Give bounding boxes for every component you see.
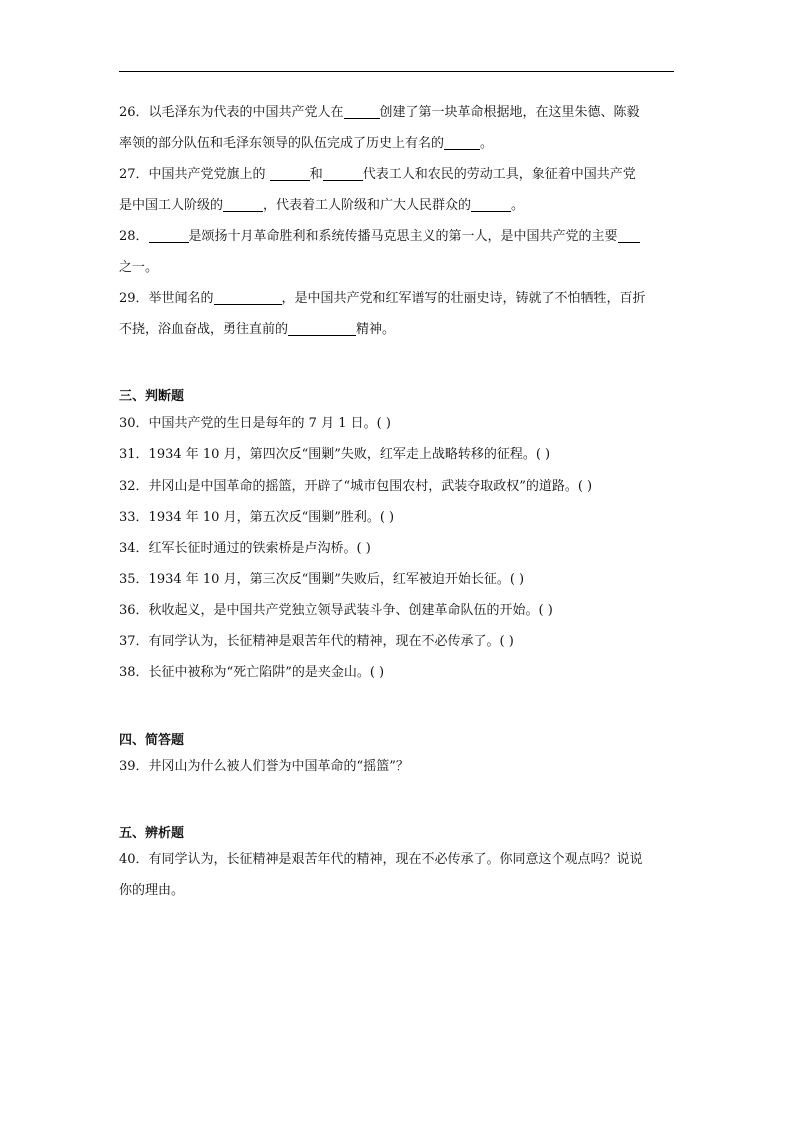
question-29-line-1: [119, 283, 679, 314]
question-text: 不挠，浴血奋战，勇往直前的: [119, 322, 289, 337]
question-text: 和: [309, 167, 323, 182]
question-text: 创建了第一块革命根据地，在这里朱德、陈毅: [379, 105, 640, 120]
question-26-line-2: [119, 128, 679, 159]
question-text: 26．以毛泽东为代表的中国共产党人在: [119, 105, 344, 120]
judge-item-37: 37．有同学认为，长征精神是艰苦年代的精神，现在不必传承了。( ): [119, 634, 514, 649]
question-40-line-2: 你的理由。: [119, 883, 185, 898]
answer-blank[interactable]: [288, 321, 356, 336]
section-short-heading: 四、简答题: [119, 733, 185, 748]
question-28-line-2: [119, 252, 679, 283]
question-text: ，代表着工人阶级和广大人民群众的: [263, 198, 472, 213]
question-text: 是颂扬十月革命胜利和系统传播马克思主义的第一人，是中国共产党的主要: [188, 229, 618, 244]
question-text: ，是中国共产党和红军谱写的壮丽史诗，铸就了不怕牺牲，百折: [281, 291, 646, 306]
question-text: 28．: [119, 229, 149, 244]
judge-item-36: 36．秋收起义，是中国共产党独立领导武装斗争、创建革命队伍的开始。( ): [119, 603, 553, 618]
answer-blank[interactable]: [214, 290, 282, 305]
answer-blank[interactable]: [223, 197, 263, 212]
question-text: 。: [480, 136, 494, 151]
question-text: 29．举世闻名的: [119, 291, 214, 306]
answer-blank[interactable]: [323, 166, 363, 181]
judge-item-34: 34．红军长征时通过的铁索桥是卢沟桥。( ): [119, 541, 371, 556]
judge-item-32: 32．井冈山是中国革命的摇篮，开辟了“城市包围农村，武装夺取政权”的道路。( ): [119, 479, 593, 494]
answer-blank[interactable]: [149, 228, 189, 243]
question-29-line-2: [119, 314, 679, 345]
judge-item-33: 33．1934 年 10 月，第五次反“围剿”胜利。( ): [119, 510, 395, 525]
question-text: 代表工人和农民的劳动工具，象征着中国共产党: [362, 167, 636, 182]
question-40-line-1: 40．有同学认为，长征精神是艰苦年代的精神，现在不必传承了。你同意这个观点吗？说说: [119, 852, 643, 867]
answer-blank[interactable]: [618, 228, 640, 243]
question-28-line-1: [119, 221, 679, 252]
answer-blank[interactable]: [471, 197, 511, 212]
question-text: 率领的部分队伍和毛泽东领导的队伍完成了历史上有名的: [119, 136, 445, 151]
question-text: 。: [511, 198, 525, 213]
question-text: 是中国工人阶级的: [119, 198, 224, 213]
question-39: 39．井冈山为什么被人们誉为中国革命的“摇篮”？: [119, 759, 409, 774]
judge-item-38: 38．长征中被称为“死亡陷阱”的是夹金山。( ): [119, 665, 385, 680]
question-27-line-1: [119, 159, 679, 190]
answer-blank[interactable]: [270, 166, 310, 181]
question-text: 精神。: [356, 322, 396, 337]
section-analysis-heading: 五、辨析题: [119, 826, 185, 841]
answer-blank[interactable]: [444, 135, 480, 150]
judge-item-31: 31．1934 年 10 月，第四次反“围剿”失败，红军走上战略转移的征程。( ): [119, 447, 551, 462]
header-rule: [119, 71, 674, 72]
judge-item-30: 30．中国共产党的生日是每年的 7 月 1 日。( ): [119, 416, 391, 431]
answer-blank[interactable]: [344, 104, 380, 119]
judge-item-35: 35．1934 年 10 月，第三次反“围剿”失败后，红军被迫开始长征。( ): [119, 572, 525, 587]
question-27-line-2: [119, 190, 679, 221]
question-26-line-1: [119, 97, 679, 128]
section-judge-heading: 三、判断题: [119, 389, 185, 404]
question-text: 之一。: [119, 260, 159, 275]
question-text: 27．中国共产党党旗上的: [119, 167, 270, 182]
